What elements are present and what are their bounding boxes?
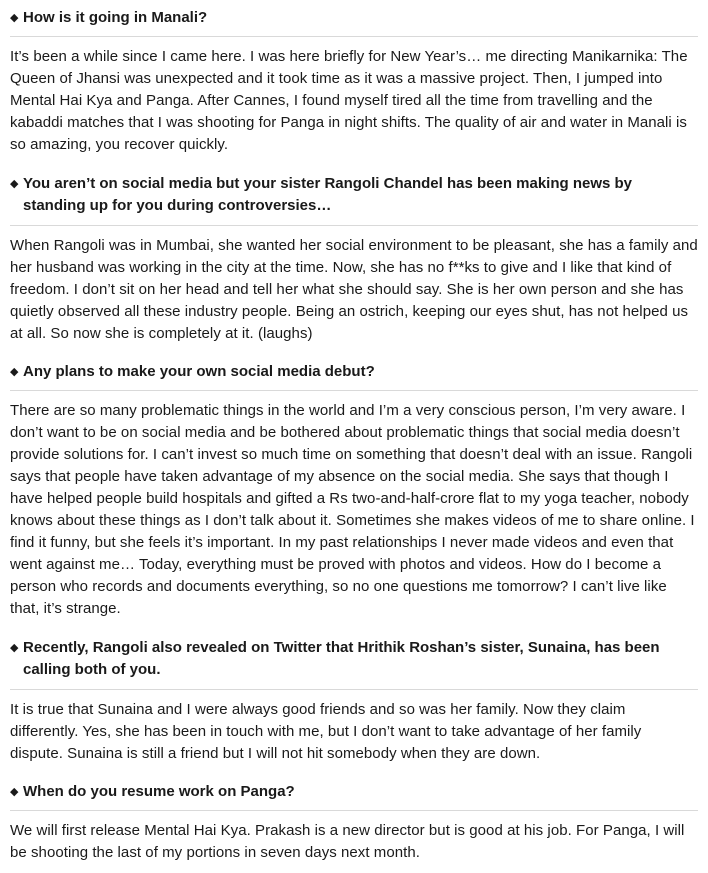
answer-paragraph: We will first release Mental Hai Kya. Prakash is a new director but is good at his job. For Panga, I will be shooting the last of my portions in seven days next month. <box>10 822 685 861</box>
answer-paragraph: When Rangoli was in Mumbai, she wanted her social environment to be pleasant, she has a family and her husband was working in the city at the time. Now, she has no f**ks to give and I like that kind of freedom. I don’t sit on her head and tell her what she should say. She is her own person and she has quietly observed all these industry people. Being an ostrich, keeping our eyes shut, has not helped us at all. So now she is completely at it. (laughs) <box>10 237 698 342</box>
qa-block <box>10 165 698 226</box>
answer-paragraph: There are so many problematic things in the world and I’m a very conscious person, I’m very aware. I don’t want to be on social media and be bothered about problematic things that social media doesn’t provide solutions for. I can’t invest so much time on something that doesn’t deal with an issue. Rangoli says that people have taken advantage of my absence on the social media. She says that though I have helped people build hospitals and gifted a Rs two-and-half-crore flat to my yoga teacher, nobody knows about these things as I don’t talk about it. Sometimes she makes videos of me to share online. I find it funny, but she feels it’s important. In my past relationships I never made videos and even that went against me… Today, everything must be proved with photos and videos. How do I become a person who records and documents everything, so no one questions me tomorrow? I can’t live like that, it’s strange. <box>10 402 695 617</box>
question-heading <box>10 165 698 225</box>
question-text: You aren’t on social media but your sister Rangoli Chandel has been making news by standing up for you during controversies… <box>23 175 633 214</box>
diamond-bullet-icon: ◆ <box>10 366 19 378</box>
qa-block <box>10 774 698 811</box>
question-text: Any plans to make your own social media debut? <box>23 363 375 380</box>
diamond-bullet-icon: ◆ <box>10 642 19 654</box>
question-text: How is it going in Manali? <box>23 9 208 26</box>
qa-block <box>10 0 698 37</box>
question-heading <box>10 629 698 689</box>
diamond-bullet-icon: ◆ <box>10 786 19 798</box>
question-heading <box>10 774 698 810</box>
answer-paragraph: It’s been a while since I came here. I was here briefly for New Year’s… me directing Manikarnika: The Queen of Jhansi was unexpected and it took time as it was a massive project. Then, I jumped into Mental Hai Kya and Panga. After Cannes, I found myself tired all the time from travelling and the kabaddi matches that I was shooting for Panga in night shifts. The quality of air and water in Manali is so amazing, you recover quickly. <box>10 48 688 153</box>
qa-block <box>10 354 698 391</box>
question-text: Recently, Rangoli also revealed on Twitter that Hrithik Roshan’s sister, Sunaina, has been calling both of you. <box>23 639 660 678</box>
qa-block <box>10 629 698 690</box>
answer-paragraph: It is true that Sunaina and I were always good friends and so was her family. Now they claim differently. Yes, she has been in touch with me, but I don’t want to take advantage of her family dispute. Sunaina is still a friend but I will not hit somebody when they are down. <box>10 701 642 762</box>
question-text: When do you resume work on Panga? <box>23 783 295 800</box>
diamond-bullet-icon: ◆ <box>10 12 19 24</box>
question-heading <box>10 354 698 390</box>
diamond-bullet-icon: ◆ <box>10 178 19 190</box>
question-heading <box>10 0 698 36</box>
